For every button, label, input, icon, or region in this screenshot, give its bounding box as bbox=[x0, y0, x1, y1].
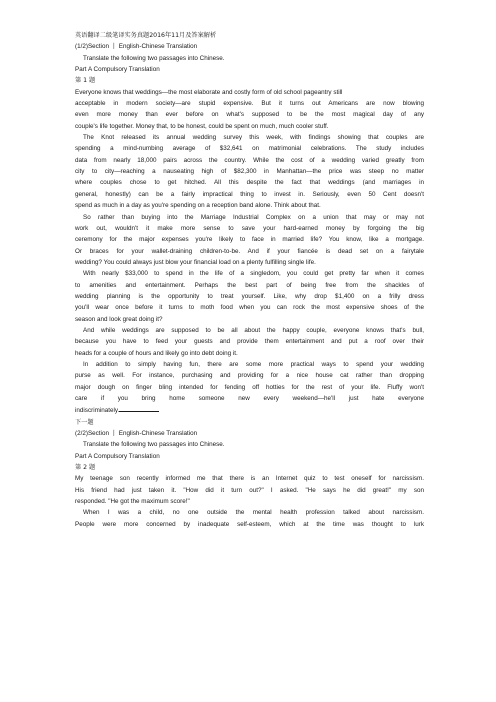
passage-line: purse as well. For instance, purchasing and providing for a nice house cat rather than dropping bbox=[75, 372, 424, 380]
passage-line: When I was a child, no one outside the mental health profession talked about narcissism. bbox=[83, 509, 424, 517]
passage-line-text: indiscriminately. bbox=[75, 407, 120, 415]
document-title: 英语翻译二级笔译实务真题2016年11月及答案解析 bbox=[75, 32, 217, 39]
passage-line: where couples chose to get hitched. All this despite the fact that weddings (and marriages in bbox=[75, 179, 424, 187]
section-2-part: Part A Compulsory Translation bbox=[75, 452, 160, 460]
passage-1 bbox=[75, 87, 424, 417]
passage-line: In addition to simply having fun, there are some more practical ways to spend your wedding bbox=[83, 360, 424, 368]
passage-line: even more money than ever before on what's supposed to be the most magical day of any bbox=[75, 111, 424, 119]
answer-blank[interactable] bbox=[119, 404, 159, 412]
passage-2 bbox=[75, 473, 424, 530]
passage-line: season and look great doing it? bbox=[75, 315, 163, 323]
passage-last-line bbox=[75, 404, 424, 416]
passage-line: ceremony for the major expenses you're likely to face in married life? You know, like a mortgage. bbox=[75, 236, 424, 244]
passage-line: care if you bring home someone new every weekend—he'll just hate everyone bbox=[75, 395, 424, 402]
section-1-part: Part A Compulsory Translation bbox=[75, 66, 160, 74]
passage-line: major dough on finger bling intended for fending off hotties for the rest of your life. Fluffy won't bbox=[75, 383, 424, 391]
passage-line: acceptable in modern society—are stupid expensive. But it turns out Americans are now blowing bbox=[75, 100, 424, 108]
section-1-header: (1/2)Section 丨 English-Chinese Translation bbox=[75, 43, 198, 51]
passage-line: general, honestly) can be a fairly impractical thing to invest in. Seriously, even 50 Cent doesn't bbox=[75, 190, 424, 198]
passage-line: wedding planning is the opportunity to treat yourself. Like, why drop $1,400 on a frilly dress bbox=[75, 292, 424, 300]
passage-line: Everyone knows that weddings—the most elaborate and costly form of old school pageantry still bbox=[75, 88, 343, 96]
passage-line: The Knot released its annual wedding survey this week, with findings showing that couples are bbox=[83, 134, 424, 142]
next-question-link[interactable]: 下一题 bbox=[75, 418, 94, 426]
passage-line: to amenities and entertainment. Perhaps the best part of being free from the shackles of bbox=[75, 281, 424, 289]
question-1-label: 第 1 题 bbox=[75, 77, 96, 85]
passage-line: you'll wear once before it turns to moth food when you can rock the most expensive shoes of the bbox=[75, 304, 424, 312]
passage-line: spending a mind-numbing average of $32,641 on matrimonial celebrations. The study includes bbox=[75, 145, 424, 153]
passage-line: wedding? You could always just blow your financial load on a plenty fulfilling single life. bbox=[75, 258, 316, 266]
section-2-header: (2/2)Section 丨 English-Chinese Translation bbox=[75, 430, 198, 438]
passage-line: His friend had just taken it. "How did it turn out?" I asked. "He says he did great!" my son bbox=[75, 486, 424, 494]
passage-line: couple's life together. Money that, to be honest, could be spent on much, much cooler stuff. bbox=[75, 122, 329, 130]
passage-line: heads for a couple of hours and likely go into debt doing it. bbox=[75, 349, 238, 357]
passage-line: Or braces for your wallet-draining children-to-be. And if your fiancée is dead set on a fairytale bbox=[75, 247, 424, 255]
passage-line: People were more concerned by inadequate self-esteem, which at the time was thought to lurk bbox=[75, 520, 424, 528]
passage-line: city to city—reaching a nauseating high of $82,300 in Manhattan—the price was steep no matter bbox=[75, 168, 424, 176]
question-2-label: 第 2 题 bbox=[75, 464, 96, 472]
passage-line: My teenage son recently informed me that there is an Internet quiz to test oneself for narcissism. bbox=[75, 475, 424, 483]
passage-line: So rather than buying into the Marriage Industrial Complex on a union that may or may not bbox=[83, 213, 424, 221]
section-2-instruction: Translate the following two passages into Chinese. bbox=[83, 441, 225, 449]
section-1-instruction: Translate the following two passages into Chinese. bbox=[83, 54, 225, 62]
passage-line: data from nearly 18,000 pairs across the country. While the cost of a wedding varied greatly from bbox=[75, 156, 424, 164]
passage-line: responded. "He got the maximum score!" bbox=[75, 498, 190, 506]
passage-line: because you have to feed your guests and provide them entertainment and put a roof over their bbox=[75, 338, 424, 346]
passage-line: spend as much in a day as you're spending on a reception band alone. Think about that. bbox=[75, 202, 321, 210]
passage-line: And while weddings are supposed to be all about the happy couple, everyone knows that's bull, bbox=[83, 326, 424, 334]
passage-line: work out, wouldn't it make more sense to save your hard-earned money by forgoing the big bbox=[75, 224, 424, 232]
passage-line: With nearly $33,000 to spend in the life of a singledom, you could get pretty far when it comes bbox=[83, 270, 424, 278]
